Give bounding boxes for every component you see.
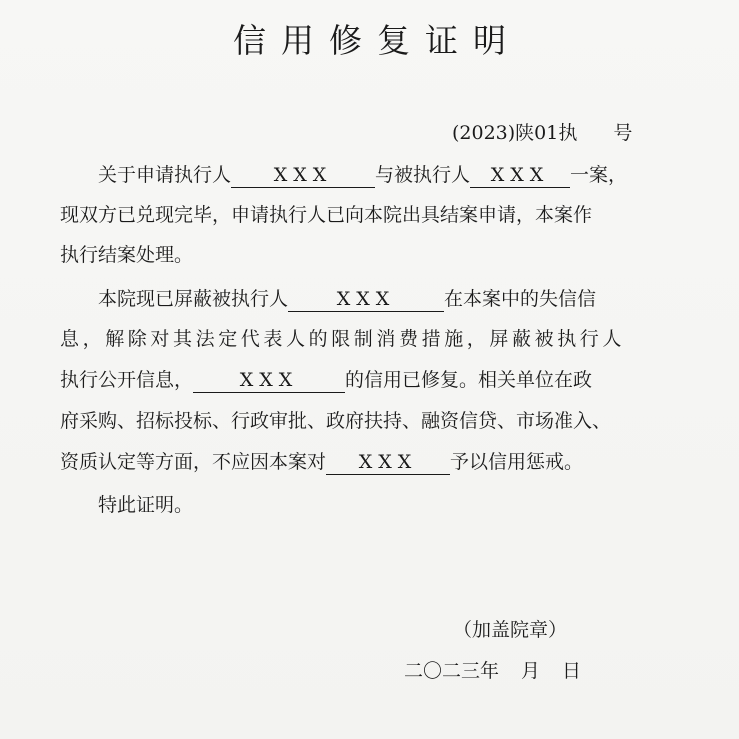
document-title: 信用修复证明 — [233, 21, 521, 60]
paragraph-2-line-4: 府采购、招标投标、行政审批、政府扶持、融资信贷、市场准入、 — [60, 410, 612, 432]
paragraph-1-line-1: 关于申请执行人 XXX 与被执行人 XXX 一案， — [98, 164, 628, 186]
paragraph-1-line-2: 现双方已兑现完毕，申请执行人已向本院出具结案申请，本案作 — [60, 204, 593, 226]
closing-statement: 特此证明。 — [98, 494, 194, 516]
paragraph-2-line-1: 本院现已屏蔽被执行人 XXX 在本案中的失信信 — [98, 288, 597, 310]
date-month: 月 — [521, 660, 541, 682]
document-number-prefix: (2023)陕01执 — [452, 122, 578, 144]
respondent-fill-2: XXX — [288, 287, 444, 312]
document-number — [452, 118, 632, 148]
paragraph-1-line-3: 执行结案处理。 — [60, 244, 194, 266]
respondent-fill: XXX — [470, 163, 570, 188]
entity-fill: XXX — [193, 368, 345, 393]
document-number-suffix: 号 — [613, 122, 633, 144]
paragraph-2-line-2: 息，解除对其法定代表人的限制消费措施，屏蔽被执行人 — [60, 328, 626, 350]
applicant-fill: XXX — [231, 163, 375, 188]
paragraph-2-line-5: 资质认定等方面，不应因本案对 XXX 予以信用惩戒。 — [60, 451, 584, 473]
seal-note: （加盖院章） — [453, 619, 568, 641]
date-year: 二〇二三年 — [404, 660, 500, 682]
target-fill: XXX — [326, 450, 450, 475]
paragraph-2-line-3: 执行公开信息， XXX 的信用已修复。相关单位在政 — [60, 369, 593, 391]
date-day: 日 — [562, 660, 582, 682]
issue-date — [404, 656, 581, 686]
